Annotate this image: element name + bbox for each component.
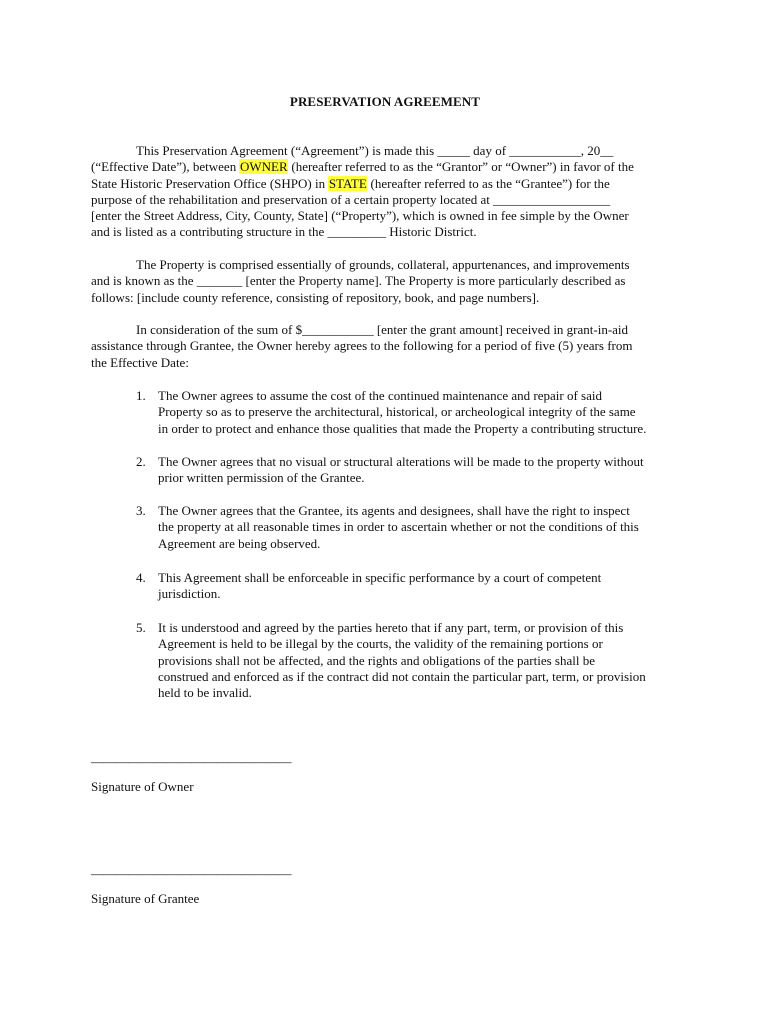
list-item-text — [158, 388, 646, 437]
consideration-line-1 — [91, 322, 691, 338]
intro-line-4: purpose of the rehabilitation and preservation of a certain property located at __________________ — [91, 191, 611, 207]
intro-paragraph — [91, 143, 691, 241]
intro-line-2-end: (hereafter referred to as the “Grantor” or “Owner”) in favor of the — [288, 159, 634, 175]
intro-line-6: and is listed as a contributing structure in the _________ Historic District. — [91, 224, 477, 240]
list-item-line: Agreement is held to be illegal by the courts, the validity of the remaining portions or — [158, 636, 603, 652]
list-item-text — [158, 454, 644, 487]
intro-line-3 — [91, 176, 691, 192]
consideration-line-3: the Effective Date: — [91, 354, 189, 370]
list-item-text — [158, 570, 601, 603]
list-item-line: The Owner agrees that the Grantee, its agents and designees, shall have the right to inspect — [158, 503, 630, 518]
consideration-line-2: assistance through Grantee, the Owner hereby agrees to the following for a period of five (5) years from — [91, 338, 633, 354]
list-item-number: 3. — [136, 503, 146, 518]
intro-line-2 — [91, 159, 691, 175]
list-item-line: Agreement are being observed. — [158, 535, 321, 551]
grantee-signature-line[interactable]: ———————————————— — [91, 866, 291, 881]
intro-line-1-text: This Preservation Agreement (“Agreement”) is made this _____ day of ___________, 20__ — [136, 143, 614, 158]
intro-line-2-start: (“Effective Date”), between — [91, 159, 240, 175]
property-line-3: follows: [include county reference, consisting of repository, book, and page numbers]. — [91, 289, 540, 305]
consideration-line-1-text: In consideration of the sum of $___________ [enter the grant amount] received in grant-in-aid — [136, 322, 629, 337]
list-item-line: This Agreement shall be enforceable in specific performance by a court of competent — [158, 570, 602, 585]
grantee-signature-label: Signature of Grantee — [91, 891, 200, 906]
document-title: PRESERVATION AGREEMENT — [289, 94, 481, 109]
intro-line-5: [enter the Street Address, City, County, State] (“Property”), which is owned in fee simple by the Owner — [91, 208, 629, 224]
list-item-line: the property at all reasonable times in order to ascertain whether or not the conditions of this — [158, 519, 639, 535]
list-item-line: provisions shall not be affected, and the rights and obligations of the parties shall be — [158, 652, 595, 668]
list-item-line: It is understood and agreed by the parties hereto that if any part, term, or provision of this — [158, 620, 624, 635]
property-line-1 — [91, 257, 691, 273]
list-item-line: The Owner agrees that no visual or structural alterations will be made to the property without — [158, 454, 644, 469]
list-item-line: Property so as to preserve the architectural, historical, or archeological integrity of the same — [158, 404, 636, 420]
intro-line-1 — [91, 143, 691, 159]
list-item-number: 4. — [136, 570, 146, 585]
intro-line-3-end: (hereafter referred to as the “Grantee”) for the — [367, 175, 610, 191]
list-item-number: 1. — [136, 388, 146, 403]
list-item-number: 2. — [136, 454, 146, 469]
intro-line-3-start: State Historic Preservation Office (SHPO) in — [91, 175, 329, 191]
list-item-text — [158, 503, 639, 552]
property-line-2: and is known as the _______ [enter the Property name]. The Property is more particularly described as — [91, 273, 626, 289]
list-item-line: in order to protect and enhance those qualities that made the Property a contributing structure. — [158, 420, 647, 436]
list-item-line: jurisdiction. — [158, 586, 221, 602]
property-line-1-text: The Property is comprised essentially of grounds, collateral, appurtenances, and improvements — [136, 257, 630, 272]
list-item-line: held to be invalid. — [158, 685, 252, 701]
list-item-line: construed and enforced as if the contract did not contain the particular part, term, or provision — [158, 668, 646, 684]
owner-signature-label: Signature of Owner — [91, 779, 194, 794]
list-item-number: 5. — [136, 620, 146, 635]
owner-field[interactable]: OWNER — [239, 159, 288, 175]
state-field[interactable]: STATE — [328, 175, 367, 191]
consideration-paragraph — [91, 322, 691, 371]
list-item-text — [158, 620, 646, 701]
property-paragraph — [91, 257, 691, 306]
list-item-line: prior written permission of the Grantee. — [158, 470, 365, 486]
owner-signature-line[interactable]: ———————————————— — [91, 754, 291, 769]
list-item-line: The Owner agrees to assume the cost of the continued maintenance and repair of said — [158, 388, 602, 403]
